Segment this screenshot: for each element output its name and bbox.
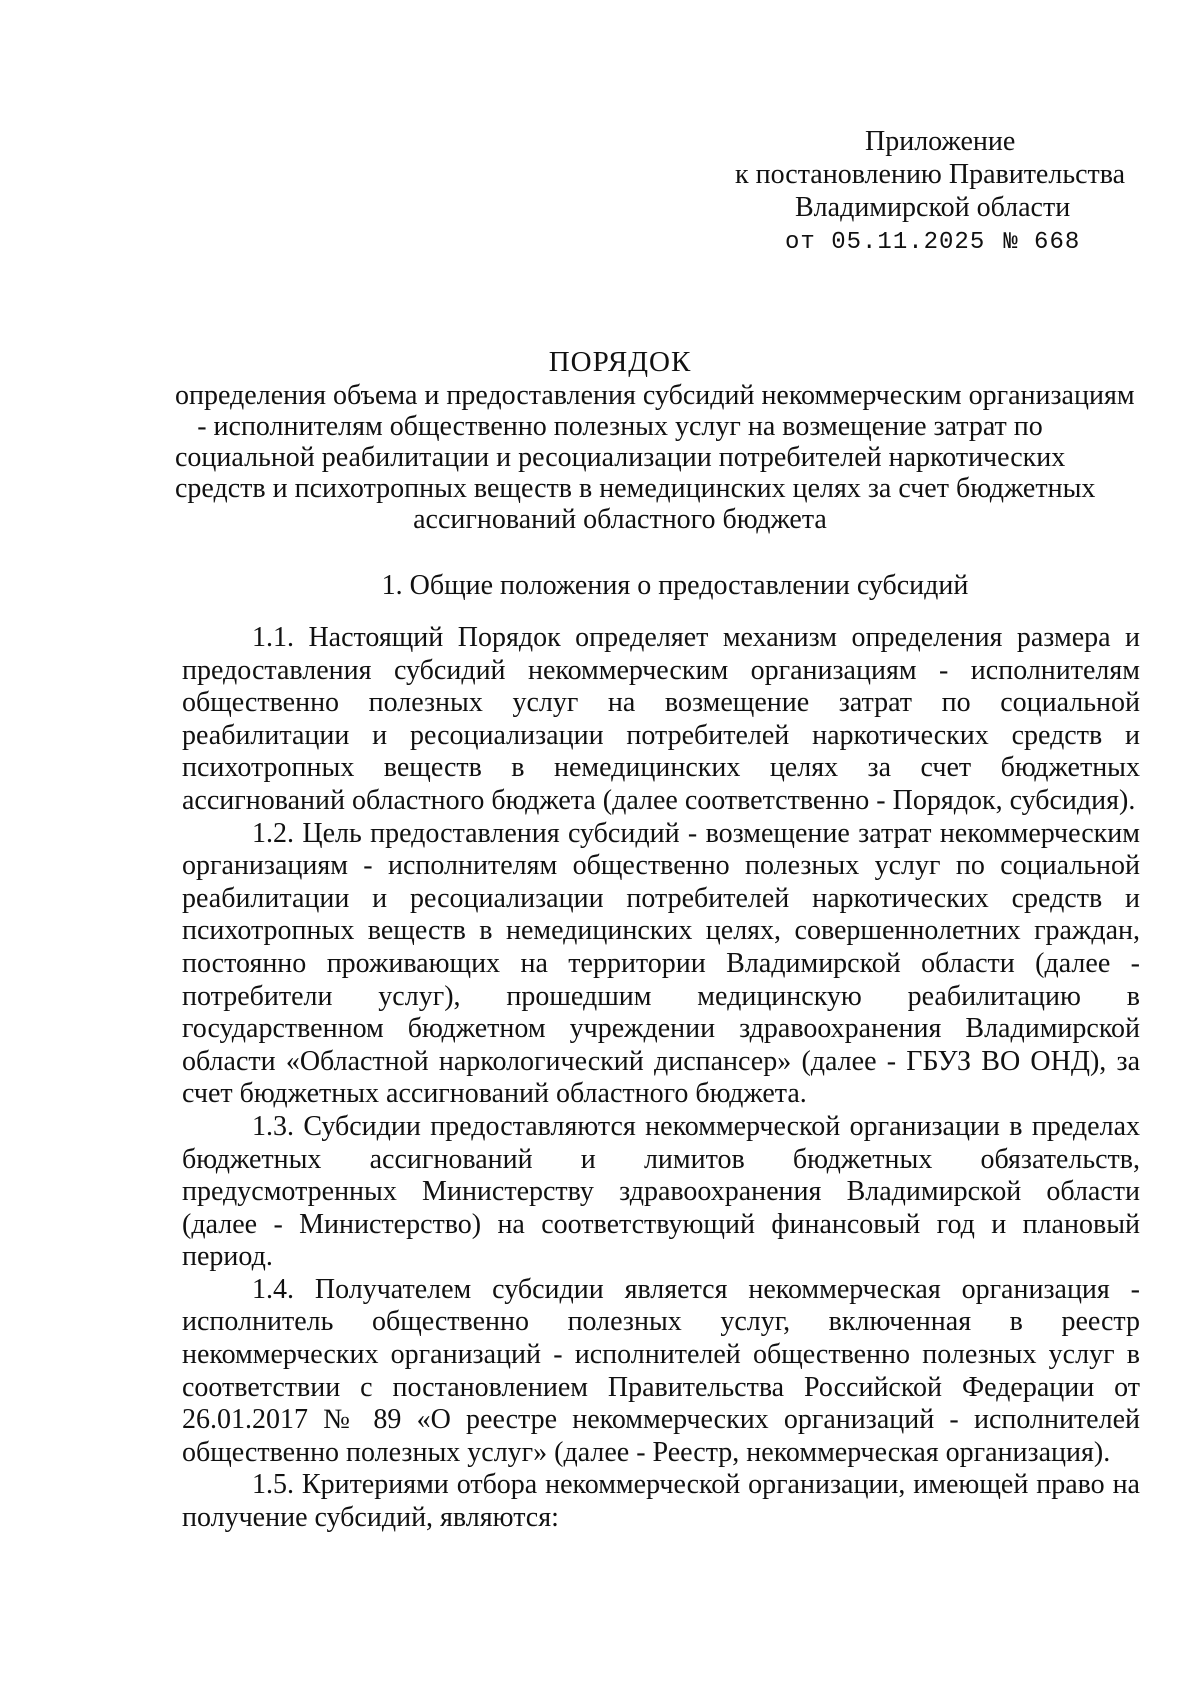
appendix-label: Приложение xyxy=(865,126,1016,157)
title-line: средств и психотропных веществ в немедицинских целях за счет бюджетных xyxy=(175,473,1096,504)
title-line: - исполнителям общественно полезных услуг на возмещение затрат по xyxy=(197,411,1043,442)
paragraph-1-4: 1.4. Получателем субсидии является некоммерческая организация - исполнитель общественно полезных услуг, включенная в реестр некоммерческих организаций - исполнителей общественно полезных услуг в соответствии с постановлением Правительства Российской Федерации от 26.01.2017 № 89 «О реестре некоммерческих организаций - исполнителей общественно полезных услуг» (далее - Реестр, некоммерческая организация). xyxy=(182,1273,1140,1468)
document-body xyxy=(182,622,1140,1535)
appendix-date-number xyxy=(700,226,1180,259)
paragraph-1-2: 1.2. Цель предоставления субсидий - возмещение затрат некоммерческим организациям - исполнителям общественно полезных услуг по социальной реабилитации и ресоциализации потребителей наркотических средств и психотропных веществ в немедицинских целях, совершеннолетних граждан, постоянно проживающих на территории Владимирской области (далее - потребители услуг), прошедшим медицинскую реабилитацию в государственном бюджетном учреждении здравоохранения Владимирской области «Областной наркологический диспансер» (далее - ГБУЗ ВО ОНД), за счет бюджетных ассигнований областного бюджета. xyxy=(182,817,1140,1110)
title-heading: ПОРЯДОК xyxy=(548,346,692,378)
appendix-date: от 05.11.2025 xyxy=(785,229,986,256)
appendix-region: Владимирской области xyxy=(795,192,1071,223)
paragraph-1-3: 1.3. Субсидии предоставляются некоммерческой организации в пределах бюджетных ассигнований и лимитов бюджетных обязательств, предусмотренных Министерству здравоохранения Владимирской области (далее - Министерство) на соответствующий финансовый год и плановый период. xyxy=(182,1110,1140,1273)
paragraph-1-5: 1.5. Критериями отбора некоммерческой организации, имеющей право на получение субсидий, являются: xyxy=(182,1469,1140,1534)
paragraph-1-1: 1.1. Настоящий Порядок определяет механизм определения размера и предоставления субсидий некоммерческим организациям - исполнителям общественно полезных услуг на возмещение затрат по социальной реабилитации и ресоциализации потребителей наркотических средств и психотропных веществ в немедицинских целях за счет бюджетных ассигнований областного бюджета (далее соответственно - Порядок, субсидия). xyxy=(182,622,1140,816)
title-line: социальной реабилитации и ресоциализации потребителей наркотических xyxy=(175,442,1066,473)
section-title: 1. Общие положения о предоставлении субсидий xyxy=(381,570,969,601)
title-line: определения объема и предоставления субсидий некоммерческим организациям xyxy=(175,380,1135,411)
appendix-resolution: к постановлению Правительства xyxy=(735,159,1126,190)
appendix-block xyxy=(700,125,1180,259)
document-title xyxy=(175,346,1135,535)
appendix-number: № 668 xyxy=(1003,229,1081,256)
title-line: ассигнований областного бюджета xyxy=(413,504,827,535)
